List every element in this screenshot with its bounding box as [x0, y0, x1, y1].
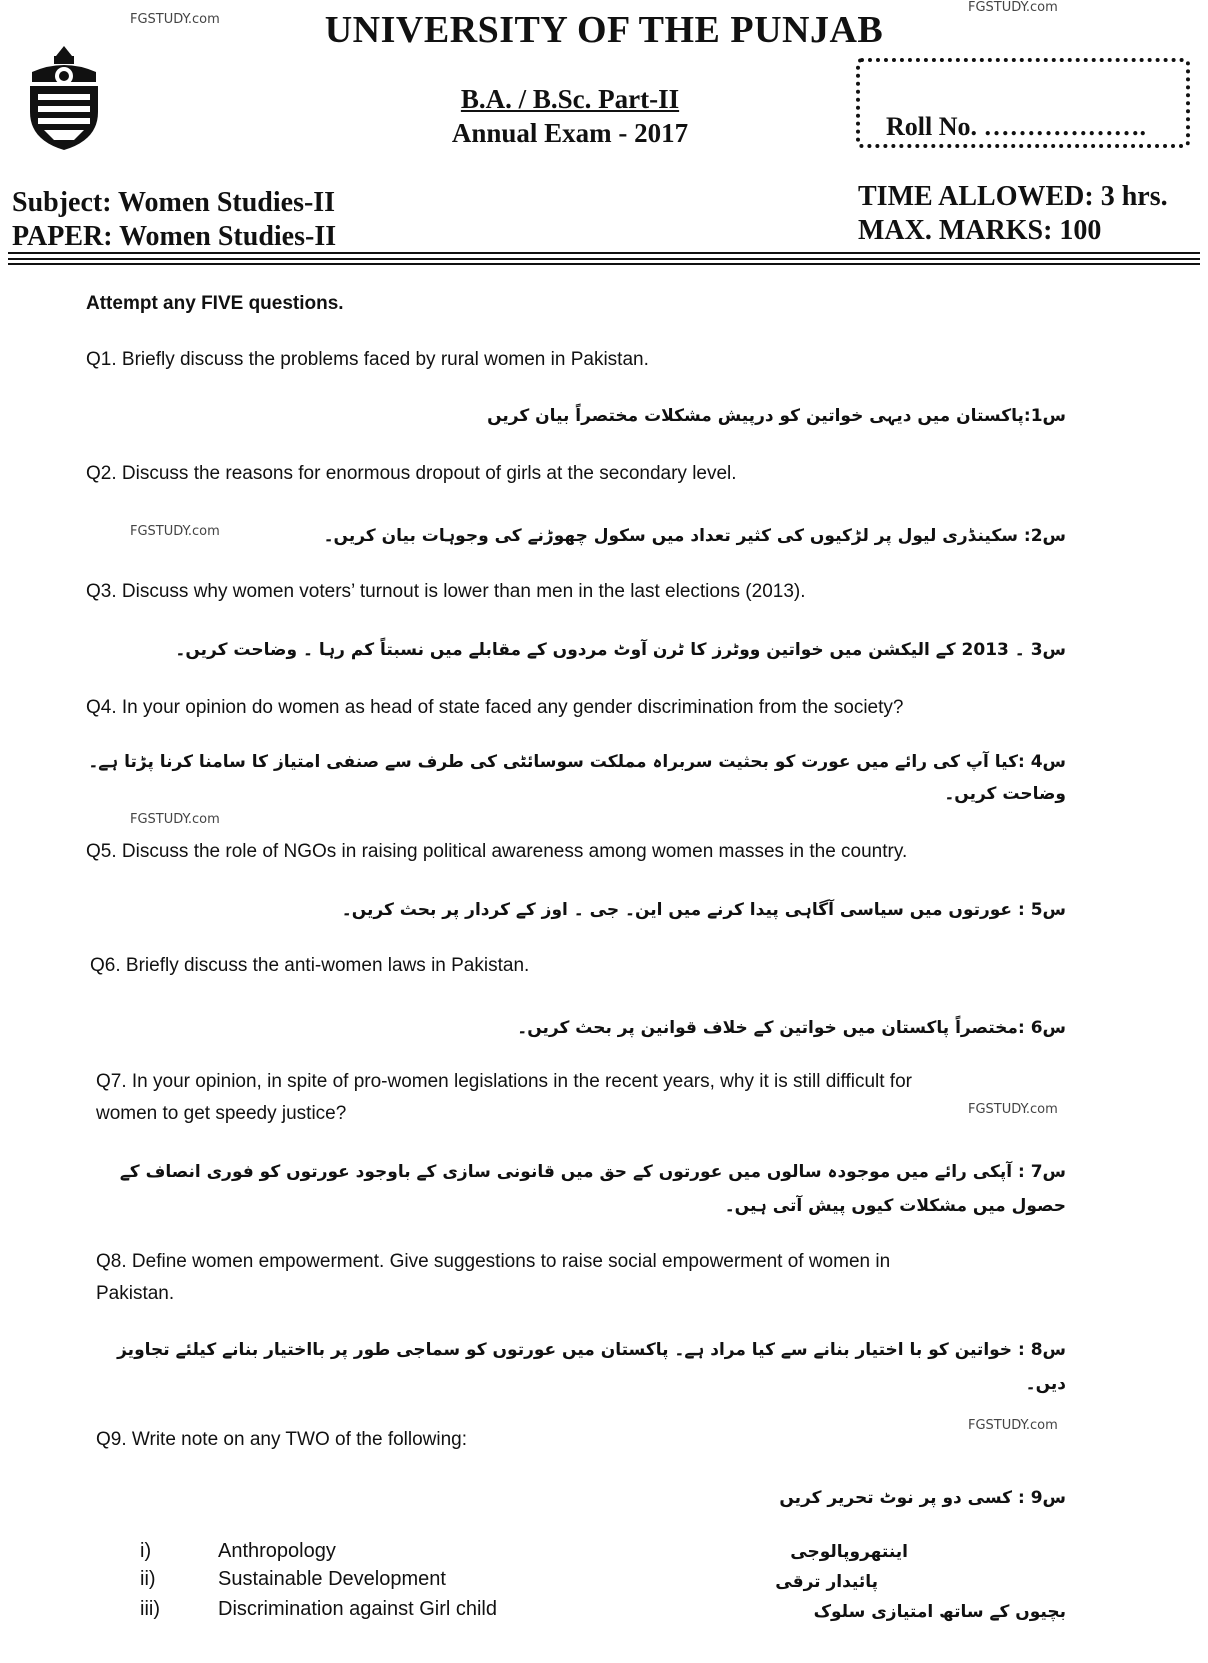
question-9-en: Q9. Write note on any TWO of the following: — [96, 1429, 468, 1450]
instruction: Attempt any FIVE questions. — [86, 293, 344, 314]
question-4-en: Q4. In your opinion do women as head of state faced any gender discrimination from the society? — [86, 697, 904, 718]
paper-label: PAPER: Women Studies-II — [12, 221, 337, 252]
watermark: FGSTUDY.com — [968, 1418, 1058, 1433]
question-6-en: Q6. Briefly discuss the anti-women laws in Pakistan. — [90, 955, 530, 976]
exam-label: Annual Exam - 2017 — [451, 118, 689, 148]
note-item-number: ii) — [140, 1568, 156, 1590]
question-5-en: Q5. Discuss the role of NGOs in raising political awareness among women masses in the country. — [86, 841, 908, 862]
header-rule — [8, 252, 1200, 254]
note-item-ur: پائیدار ترقی — [775, 1572, 878, 1592]
header-rule — [8, 263, 1200, 265]
question-7-ur: س7 : آپکی رائے میں موجودہ سالوں میں عورتوں کے حق میں قانونی سازی کے باوجود عورتوں کو فوری انصاف کے — [119, 1162, 1066, 1182]
question-9-ur: س9 : کسی دو پر نوٹ تحریر کریں — [779, 1488, 1066, 1508]
watermark: FGSTUDY.com — [130, 12, 220, 27]
question-8-en: Q8. Define women empowerment. Give suggestions to raise social empowerment of women in — [96, 1251, 891, 1272]
note-item-ur: اینتھروپالوجی — [790, 1542, 908, 1562]
note-item-number: i) — [140, 1540, 152, 1562]
question-1-ur: س1:پاکستان میں دیہی خواتین کو درپیش مشکلات مختصراً بیان کریں — [487, 406, 1066, 426]
question-1-en: Q1. Briefly discuss the problems faced by rural women in Pakistan. — [86, 349, 649, 370]
note-item-label: Discrimination against Girl child — [218, 1598, 497, 1620]
watermark: FGSTUDY.com — [968, 1102, 1058, 1117]
watermark: FGSTUDY.com — [130, 524, 220, 539]
note-item-label: Anthropology — [218, 1540, 336, 1562]
question-2-ur: س2: سکینڈری لیول پر لڑکیوں کی کثیر تعداد میں سکول چھوڑنے کی وجوہات بیان کریں۔ — [323, 526, 1066, 546]
header-rule — [8, 258, 1200, 260]
question-7-ur-cont: حصول میں مشکلات کیوں پیش آتی ہیں۔ — [724, 1196, 1066, 1216]
degree-label: B.A. / B.Sc. Part-II — [460, 84, 680, 114]
question-5-ur: س5 : عورتوں میں سیاسی آگاہی پیدا کرنے میں این۔ جی ۔ اوز کے کردار پر بحث کریں۔ — [341, 900, 1066, 920]
subject-label: Subject: Women Studies-II — [12, 187, 336, 218]
question-2-en: Q2. Discuss the reasons for enormous dropout of girls at the secondary level. — [86, 463, 737, 484]
note-item-number: iii) — [140, 1598, 160, 1620]
note-item-label: Sustainable Development — [218, 1568, 446, 1590]
question-8-ur-cont: دیں۔ — [1025, 1374, 1066, 1394]
question-7-en: Q7. In your opinion, in spite of pro-women legislations in the recent years, why it is still difficult for — [96, 1071, 912, 1092]
question-6-ur: س6 :مختصراً پاکستان میں خواتین کے خلاف قوانین پر بحث کریں۔ — [517, 1018, 1066, 1038]
question-4-ur: س4 :کیا آپ کی رائے میں عورت کو بحثیت سربراہ مملکت سوسائٹی کی طرف سے صنفی امتیاز کا سامنا کرنا پڑتا ہے۔ — [88, 752, 1066, 772]
question-7-en-cont: women to get speedy justice? — [96, 1103, 347, 1124]
question-3-en: Q3. Discuss why women voters’ turnout is lower than men in the last elections (2013). — [86, 581, 806, 602]
watermark: FGSTUDY.com — [130, 812, 220, 827]
university-title: UNIVERSITY OF THE PUNJAB — [324, 9, 884, 51]
time-marks-block — [858, 180, 1168, 248]
subject-block — [12, 186, 336, 254]
roll-number-label: Roll No. ………………. — [886, 112, 1146, 141]
note-item-ur: بچیوں کے ساتھ امتیازی سلوک — [813, 1602, 1066, 1622]
exam-heading — [430, 82, 710, 150]
question-8-ur: س8 : خواتین کو با اختیار بنانے سے کیا مراد ہے۔ پاکستان میں عورتوں کو سماجی طور پر بااختیار بنانے کیلئے تجاویز — [117, 1340, 1066, 1360]
question-3-ur: س3 ۔ 2013 کے الیکشن میں خواتین ووٹرز کا ٹرن آوٹ مردوں کے مقابلے میں نسبتاً کم رہا ۔ وضاحت کریں۔ — [175, 640, 1066, 660]
question-8-en-cont: Pakistan. — [96, 1283, 175, 1304]
time-allowed-label: TIME ALLOWED: 3 hrs. — [858, 181, 1168, 212]
question-4-ur-cont: وضاحت کریں۔ — [944, 784, 1066, 804]
university-crest-icon — [22, 42, 106, 152]
watermark: FGSTUDY.com — [968, 0, 1058, 15]
roll-number-box — [856, 58, 1190, 148]
max-marks-label: MAX. MARKS: 100 — [858, 215, 1102, 246]
